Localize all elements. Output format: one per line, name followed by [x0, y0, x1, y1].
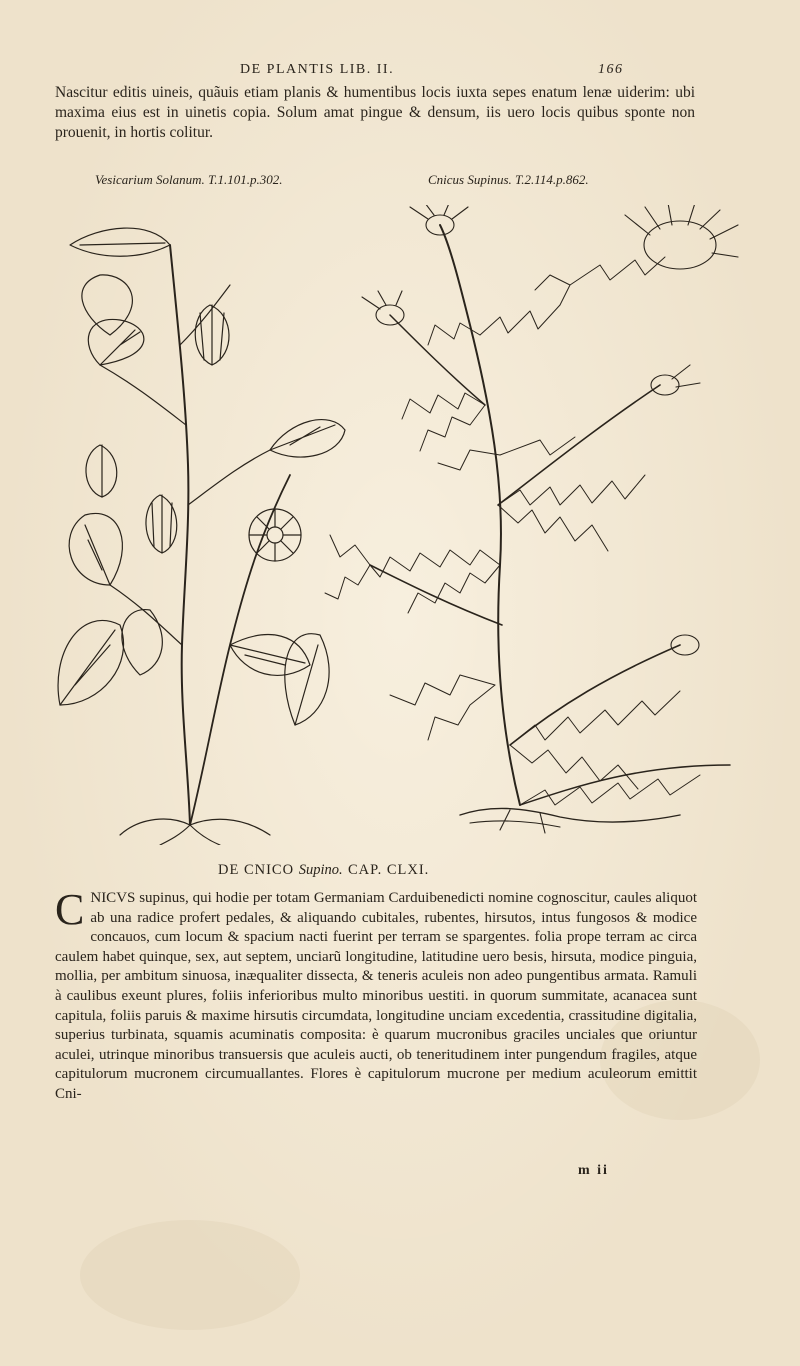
running-head: [0, 62, 800, 82]
caption-left: Vesicarium Solanum. T.1.101.p.302.: [95, 172, 283, 187]
chapter-body: [55, 885, 697, 1105]
chapter-body-text: NICVS supinus, qui hodie per totam Germaniam Carduibenedicti nomine cognoscitur, caules aliquot ab una radice profert pedales, & aliquando cubitales, rubentes, hirsutos, intus fungosos & modice concauos, cum locum & spacium nacti fuerint per terram se spargentes. folia prope terram ac circa caulem habet quinque, sex, aut septem, unciarũ longitudine, latitudine uero besis, hirsuta, modice pinguia, mollia, per ambitum sinuosa, inæqualiter dissecta, & teneris aculeis non adeo pungentibus armata. Ramuli à caulibus exeunt plures, foliis inferioribus multo minoribus uestiti. in quorum summitate, acanacea sunt capitula, foliis paruis & maxime hirsutis circumdata, longitudine unciam excedentia, crassitudine digitalia, superius turbinata, squamis acuminatis composita: è quarum mucronibus graciles unciales que oriuntur aculei, utrinque minoribus transuersis que aculeis aucti, ob teneritudinem inter pungendum fragiles, atque capitulorum mucronem circumuallantes. Flores è capitulorum mucrone per medium aculeorum emittit Cni-: [55, 890, 697, 1102]
signature-mark: m ii: [578, 1163, 609, 1178]
woodcut-illustrations: [40, 205, 740, 845]
thistle-heads: [362, 205, 738, 655]
chapter-title: [218, 862, 343, 879]
plant-vesicarium-solanum: [58, 228, 345, 845]
chapter-heading: [0, 862, 800, 882]
plant-cnicus-supinus: [325, 205, 738, 833]
chapter-title-italic: Supino.: [298, 862, 343, 878]
intro-text: Nascitur editis uineis, quãuis etiam planis & humentibus locis iuxta sepes enatum lenæ uiderim: ubi maxima eius est in uinetis copia. Solum amat pingue & densum, iis uero locis quibus sponte non prouenit, in hortis colitur.: [55, 84, 695, 141]
intro-paragraph: [55, 83, 695, 143]
drop-cap: C: [55, 885, 85, 934]
woodcut-svg: [40, 205, 740, 845]
chapter-title-prefix: DE CNICO: [218, 862, 295, 878]
chapter-number: CAP. CLXI.: [348, 862, 430, 878]
caption-right: Cnicus Supinus. T.2.114.p.862.: [428, 172, 589, 187]
page-number: 166: [598, 62, 624, 77]
running-head-title: DE PLANTIS LIB. II.: [240, 62, 395, 77]
spiny-leaves: [325, 257, 700, 805]
figure-captions: [0, 172, 800, 192]
paper-stain: [80, 1220, 300, 1330]
